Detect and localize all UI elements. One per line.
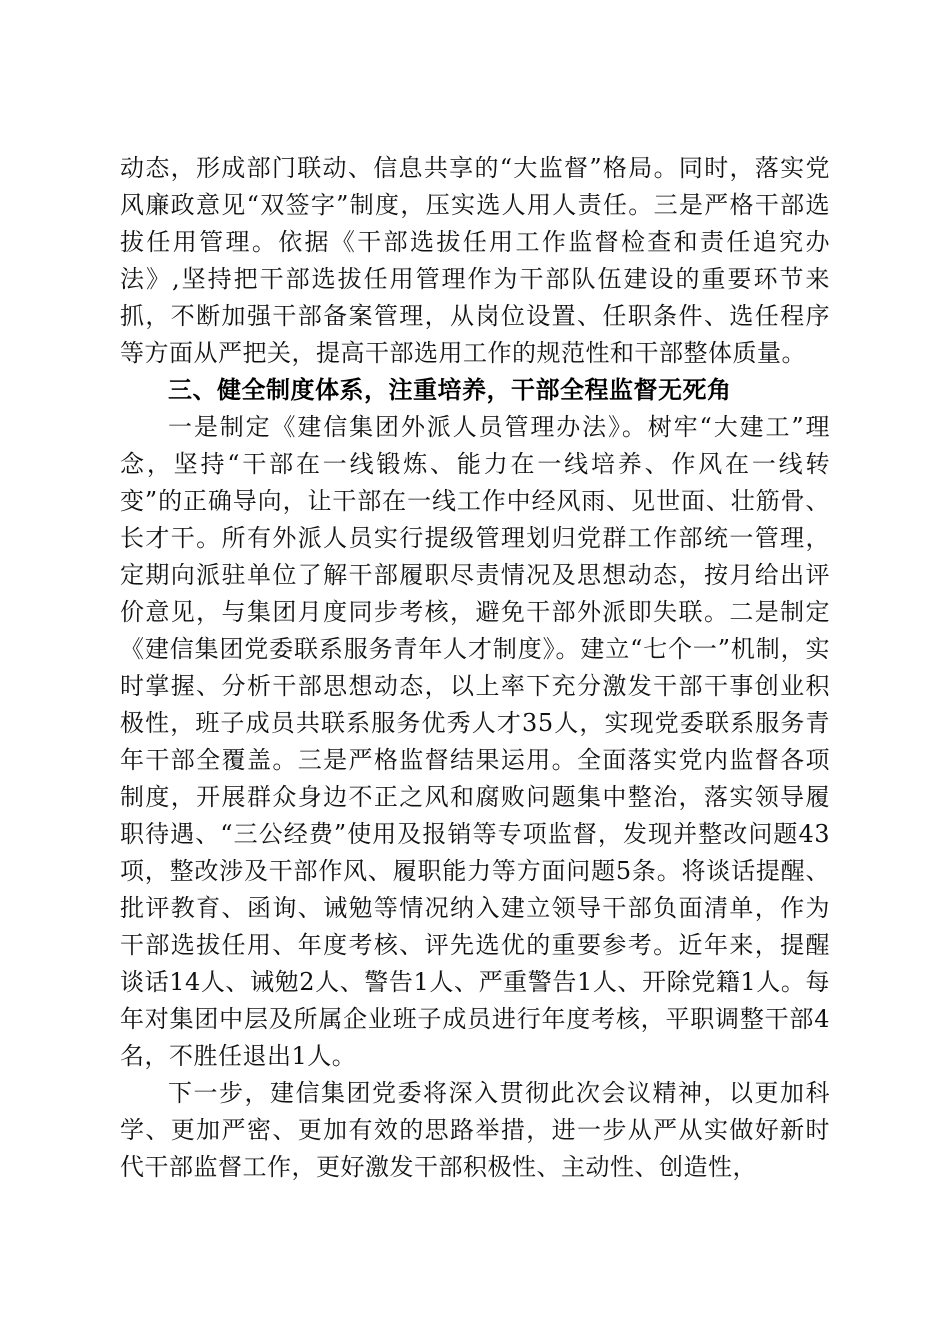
paragraph-section-three: 一是制定《建信集团外派人员管理办法》。树牢“大建工”理念，坚持“干部在一线锻炼、能力在一线培养、作风在一线转变”的正确导向，让干部在一线工作中经风雨、见世面、壮筋骨、长才干。所有外派人员实行提级管理划归党群工作部统一管理，定期向派驻单位了解干部履职尽责情况及思想动态，按月给出评价意见，与集团月度同步考核，避免干部外派即失联。二是制定《建信集团党委联系服务青年人才制度》。建立“七个一”机制，实时掌握、分析干部思想动态，以上率下充分激发干部干事创业积极性，班子成员共联系服务优秀人才35人，实现党委联系服务青年干部全覆盖。三是严格监督结果运用。全面落实党内监督各项制度，开展群众身边不正之风和腐败问题集中整治，落实领导履职待遇、“三公经费”使用及报销等专项监督，发现并整改问题43项，整改涉及干部作风、履职能力等方面问题5条。将谈话提醒、批评教育、函询、诫勉等情况纳入建立领导干部负面清单，作为干部选拔任用、年度考核、评先选优的重要参考。近年来，提醒谈话14人、诫勉2人、警告1人、严重警告1人、开除党籍1人。每年对集团中层及所属企业班子成员进行年度考核，平职调整干部4名，不胜任退出1人。 — [120, 413, 830, 1070]
paragraph-next-steps: 下一步，建信集团党委将深入贯彻此次会议精神，以更加科学、更加严密、更加有效的思路举措，进一步从严从实做好新时代干部监督工作，更好激发干部积极性、主动性、创造性， — [120, 1079, 830, 1181]
document-body — [120, 150, 830, 1186]
paragraph-continuation: 动态，形成部门联动、信息共享的“大监督”格局。同时，落实党风廉政意见“双签字”制度，压实选人用人责任。三是严格干部选拔任用管理。依据《干部选拔任用工作监督检查和责任追究办法》,坚持把干部选拔任用管理作为干部队伍建设的重要环节来抓，不断加强干部备案管理，从岗位设置、任职条件、选任程序等方面从严把关，提高干部选用工作的规范性和干部整体质量。 — [120, 154, 830, 367]
section-heading: 三、健全制度体系，注重培养，干部全程监督无死角 — [168, 376, 732, 404]
